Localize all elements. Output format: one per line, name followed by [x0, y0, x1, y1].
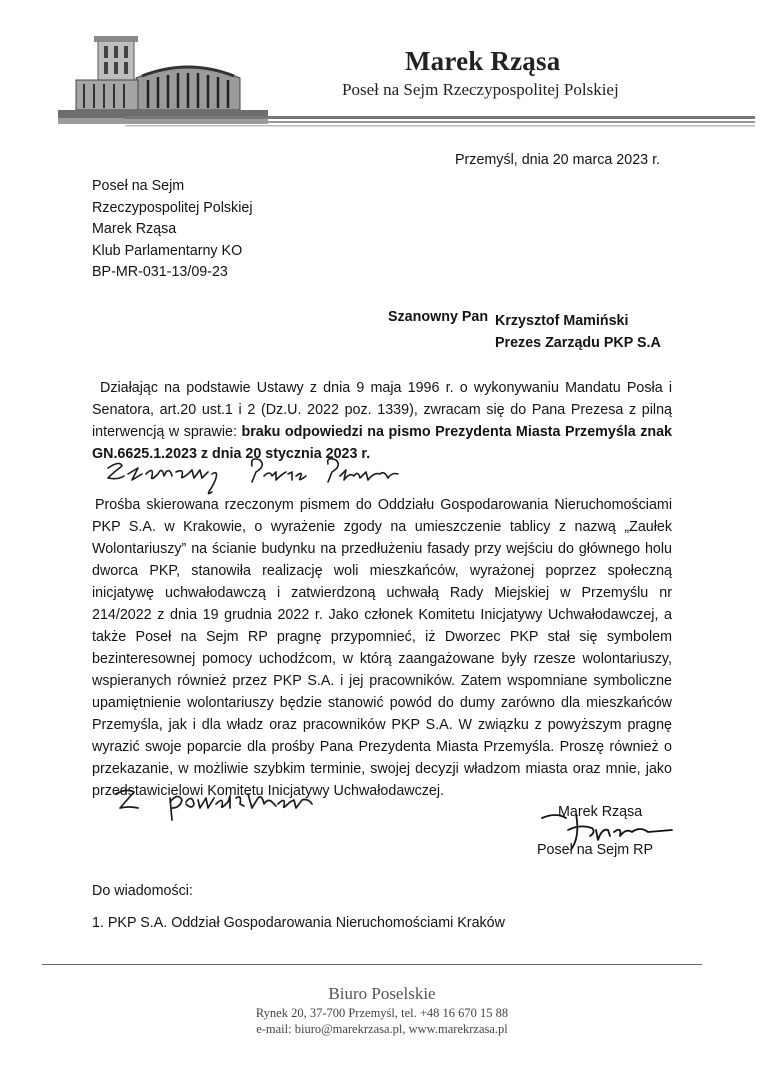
- cc-list-item: 1. PKP S.A. Oddział Gospodarowania Nieruchomościami Kraków: [92, 915, 505, 931]
- intro-bold-subject: braku odpowiedzi na pismo Prezydenta Miasta Przemyśla znak GN.6625.1.2023 z dnia 20 stycznia 2023 r.: [92, 424, 673, 462]
- sender-line: Marek Rząsa: [92, 221, 177, 237]
- sejm-building-logo: [58, 28, 268, 128]
- letterhead-rule: [125, 114, 755, 128]
- letter-date: Przemyśl, dnia 20 marca 2023 r.: [455, 152, 661, 168]
- intro-text: Działając na podstawie Ustawy z dnia 9 maja 1996 r. o wykonywaniu Mandatu Posła i Senatora, art.20 ust.1 i 2 (Dz.U. 2022 poz. 1339), zwracam się do Pana Prezesa z pilną interwencją w sprawie:: [92, 380, 672, 440]
- letterhead-subtitle: Poseł na Sejm Rzeczypospolitej Polskiej: [342, 80, 619, 99]
- signature-name: Marek Rząsa: [558, 804, 643, 820]
- footer-rule: [42, 964, 702, 965]
- sender-line: Klub Parlamentarny KO: [92, 242, 243, 259]
- body-paragraph: Prośba skierowana rzeczonym pismem do Oddziału Gospodarowania Nieruchomościami PKP S.A. w Krakowie, o wyrażenie zgody na umieszczenie tablicy z nazwą „Zaułek Wolontariuszy” na ścianie budynku na przedłużeniu fasady przy wejściu do głównego holu dworca PKP, stanowiła realizację woli mieszkańców, wyrażonej poprzez społeczną inicjatywę uchwałodawczą i zatwierdzoną uchwałą Rady Miejskiej w Przemyślu nr 214/2022 z dnia 19 grudnia 2022 r. Jako członek Komitetu Inicjatywy Uchwałodawczej, a także Poseł na Sejm RP pragnę przypomnieć, iż Dworzec PKP stał się symbolem bezinteresownej pomocy uchodźcom, w którą zaangażowane były rzesze wolontariuszy, wspieranych również przez PKP S.A. i jej pracowników. Zatem wspomniane symboliczne upamiętnienie wolontariuszy będzie stanowić powód do dumy zarówno dla mieszkańców Przemyśla, jak i dla władz oraz pracowników PKP S.A. W związku z powyższym pragnę wyrazić swoje poparcie dla prośby Pana Prezydenta Miasta Przemyśla. Proszę również o przekazanie, w możliwie szybkim terminie, swojej decyzji władzom miasta oraz mnie, jako przedstawicielowi Komitetu Inicjatywy Uchwałodawczej.: [92, 497, 672, 799]
- sender-line: Poseł na Sejm: [92, 178, 185, 194]
- handwritten-salutation: [100, 452, 410, 498]
- signature-title: Poseł na Sejm RP: [537, 842, 654, 858]
- sender-reference: BP-MR-031-13/09-23: [92, 264, 228, 280]
- cc-label: Do wiadomości:: [92, 883, 193, 899]
- footer-contact: e-mail: biuro@marekrzasa.pl, www.marekrzasa.pl: [256, 1022, 508, 1036]
- recipient-name: Krzysztof Mamiński: [495, 313, 629, 329]
- handwritten-closing: [112, 780, 332, 826]
- sender-line: Rzeczypospolitej Polskiej: [92, 199, 253, 216]
- recipient-position: Prezes Zarządu PKP S.A: [495, 335, 661, 351]
- footer-address: Rynek 20, 37-700 Przemyśl, tel. +48 16 670 15 88: [255, 1006, 509, 1020]
- recipient-salutation: Szanowny Pan: [388, 309, 489, 325]
- recipient-block: [495, 310, 661, 354]
- sender-block: [92, 176, 253, 284]
- footer-title: Biuro Poselskie: [328, 984, 436, 1003]
- letterhead-name: Marek Rząsa: [405, 46, 561, 76]
